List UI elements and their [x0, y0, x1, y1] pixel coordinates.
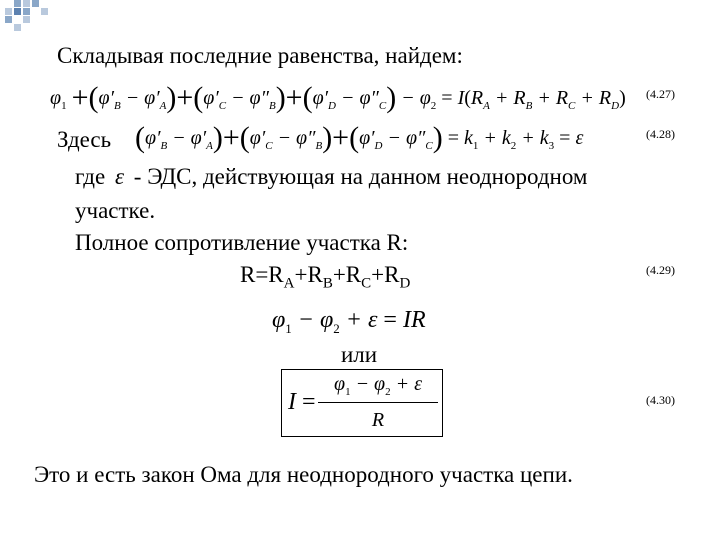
where-text-cont: участке.	[75, 198, 156, 223]
boxed-formula-4-30: I = $\varphi_1 - \varphi_2 + \varepsilon$ R	[281, 369, 443, 437]
word-or: или	[341, 342, 378, 367]
intro-text: Складывая последние равенства, найдем:	[57, 43, 463, 68]
slide-corner-decoration	[0, 0, 60, 40]
equation-number-4-29: (4.29)	[646, 263, 675, 277]
conclusion-text: Это и есть закон Ома для неоднородного участка цепи.	[34, 462, 573, 487]
where-prefix: где	[75, 164, 106, 189]
emf-symbol: ε	[114, 164, 125, 189]
resistance-formula: $R=R_A+R_B+R_C+R_D$	[240, 262, 411, 292]
resistance-intro: Полное сопротивление участка R:	[75, 230, 409, 255]
label-here: Здесь	[57, 127, 112, 152]
equation-number-4-27: (4.27)	[646, 87, 675, 101]
formula-4-28: $(\varphi'_B - \varphi'_A)+(\varphi'_C - \varphi''_B)+(\varphi'_D - \varphi''_C) = k_1 + k_2 + k_3 = \varepsilon$	[135, 121, 584, 154]
where-line	[75, 165, 587, 188]
current-symbol: I =	[288, 389, 316, 415]
formula-ohm-sum: $\varphi_1 - \varphi_2 + \varepsilon$ = IR	[272, 307, 426, 336]
where-text: - ЭДС, действующая на данном неоднородном	[133, 164, 588, 189]
equation-number-4-28: (4.28)	[646, 127, 675, 141]
equation-number-4-30: (4.30)	[646, 393, 675, 407]
formula-4-27: $\varphi_1 +(\varphi'_B - \varphi'_A)+(\varphi'_C - \varphi''_B)+(\varphi'_D - \varphi''_C) - \varphi_2 = I(R_A + R_B + R_C + R_D)$	[50, 81, 626, 114]
